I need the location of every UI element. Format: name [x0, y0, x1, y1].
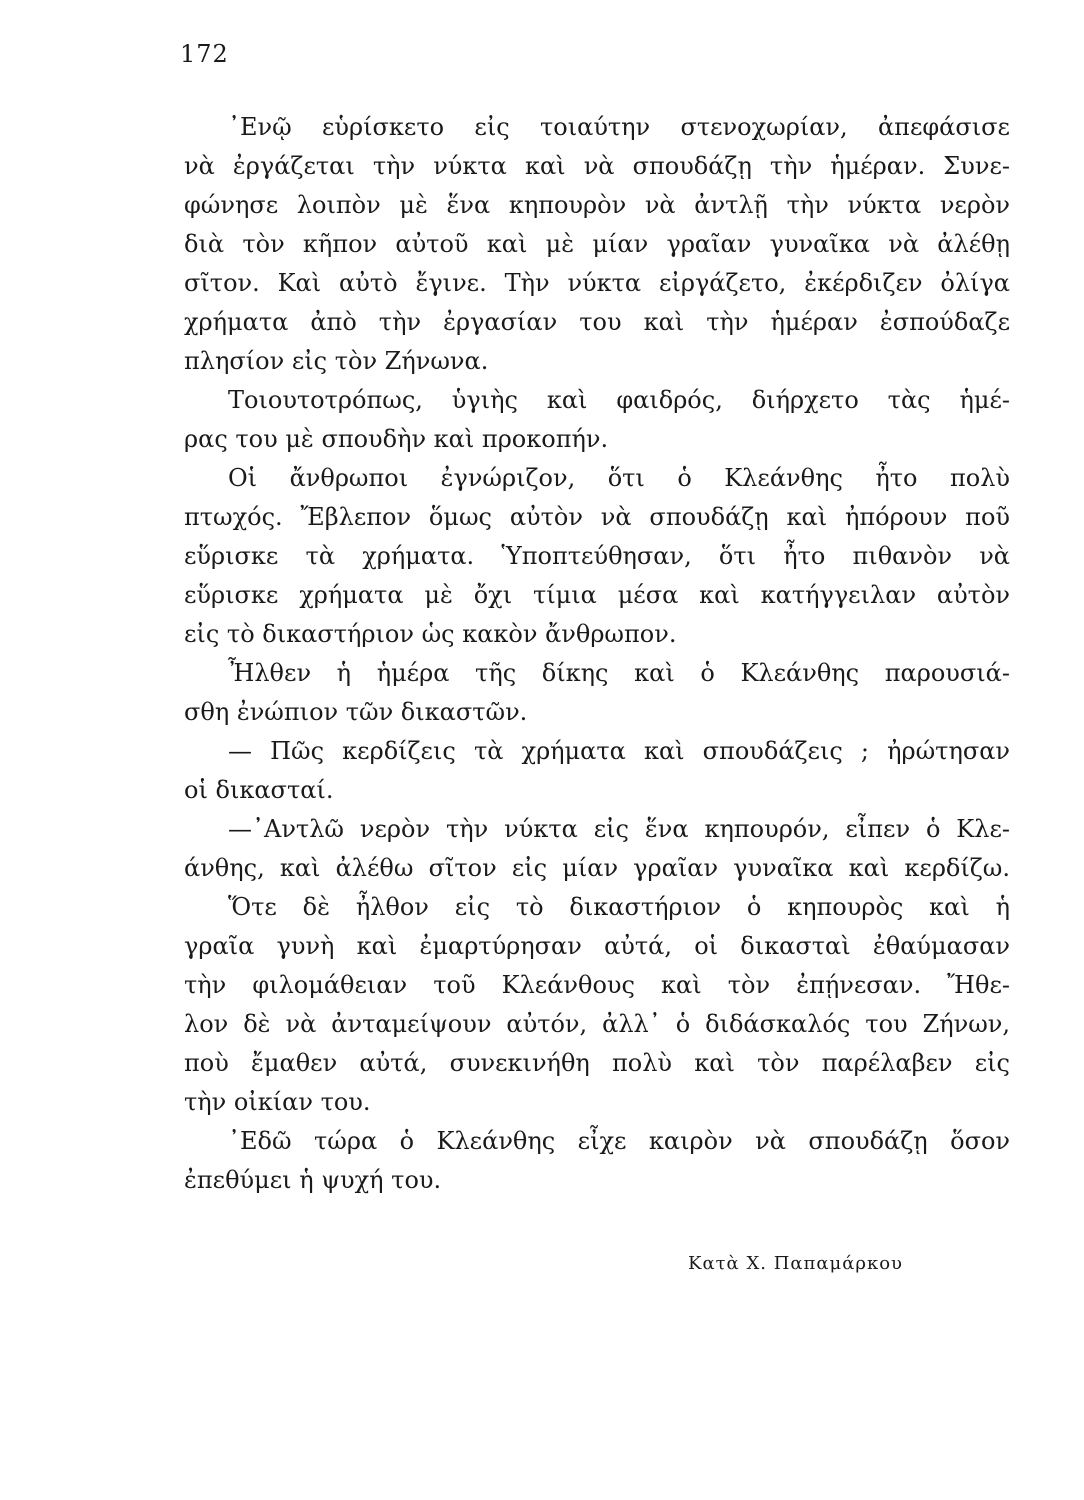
body-text — [184, 108, 1010, 1200]
text-line: πλησίον εἰς τὸν Ζήνωνα. — [184, 347, 489, 375]
text-line: ποὺ ἔμαθεν αὐτά, συνεκινήθη πολὺ καὶ τὸν παρέλαβεν εἰς — [184, 1049, 1010, 1077]
author-attribution: Κατὰ Χ. Παπαμάρκου — [688, 1253, 903, 1274]
text-line: γραῖα γυνὴ καὶ ἐμαρτύρησαν αὐτά, οἱ δικασταὶ ἐθαύμασαν — [184, 932, 1010, 960]
text-line: Τοιουτοτρόπως, ὑγιὴς καὶ φαιδρός, διήρχετο τὰς ἡμέ- — [228, 386, 1010, 414]
text-line: εἰς τὸ δικαστήριον ὡς κακὸν ἄνθρωπον. — [184, 620, 677, 648]
text-line: ρας του μὲ σπουδὴν καὶ προκοπήν. — [184, 425, 609, 453]
text-line: σῖτον. Καὶ αὐτὸ ἔγινε. Τὴν νύκτα εἰργάζετο, ἐκέρδιζεν ὀλίγα — [184, 269, 1010, 297]
text-line: Οἱ ἄνθρωποι ἐγνώριζον, ὅτι ὁ Κλεάνθης ἦτο πολὺ — [228, 464, 1010, 492]
text-line: σθη ἐνώπιον τῶν δικαστῶν. — [184, 698, 528, 726]
text-line: Ἦλθεν ἡ ἡμέρα τῆς δίκης καὶ ὁ Κλεάνθης παρουσιά- — [228, 659, 1010, 687]
page-number: 172 — [180, 40, 229, 68]
text-line: ἐπεθύμει ἡ ψυχή του. — [184, 1166, 442, 1194]
text-line: — Πῶς κερδίζεις τὰ χρήματα καὶ σπουδάζεις ; ἠρώτησαν — [228, 737, 1010, 765]
text-line: ᾿Ενῷ εὑρίσκετο εἰς τοιαύτην στενοχωρίαν, ἀπεφάσισε — [228, 113, 1010, 141]
text-line: οἱ δικασταί. — [184, 776, 334, 804]
text-line: πτωχός. Ἔβλεπον ὅμως αὐτὸν νὰ σπουδάζῃ καὶ ἠπόρουν ποῦ — [184, 503, 1010, 531]
text-line: άνθης, καὶ ἀλέθω σῖτον εἰς μίαν γραῖαν γυναῖκα καὶ κερδίζω. — [184, 854, 1010, 882]
text-line: νὰ ἐργάζεται τὴν νύκτα καὶ νὰ σπουδάζῃ τὴν ἡμέραν. Συνε- — [184, 152, 1010, 180]
text-line: εὕρισκε τὰ χρήματα. Ὑποπτεύθησαν, ὅτι ἦτο πιθανὸν νὰ — [184, 542, 1010, 570]
text-line: τὴν φιλομάθειαν τοῦ Κλεάνθους καὶ τὸν ἐπῄνεσαν. Ἤθε- — [184, 971, 1010, 999]
text-line: Ὅτε δὲ ἦλθον εἰς τὸ δικαστήριον ὁ κηπουρὸς καὶ ἡ — [228, 893, 1010, 921]
text-line: φώνησε λοιπὸν μὲ ἕνα κηπουρὸν νὰ ἀντλῇ τὴν νύκτα νερὸν — [184, 191, 1010, 219]
text-line: χρήματα ἀπὸ τὴν ἐργασίαν του καὶ τὴν ἡμέραν ἐσπούδαζε — [184, 308, 1010, 336]
text-line: εὕρισκε χρήματα μὲ ὄχι τίμια μέσα καὶ κατήγγειλαν αὐτὸν — [184, 581, 1010, 609]
text-line: διὰ τὸν κῆπον αὐτοῦ καὶ μὲ μίαν γραῖαν γυναῖκα νὰ ἀλέθῃ — [184, 230, 1010, 258]
text-line: —᾿Αντλῶ νερὸν τὴν νύκτα εἰς ἕνα κηπουρόν, εἶπεν ὁ Κλε- — [228, 815, 1010, 843]
text-line: ᾿Εδῶ τώρα ὁ Κλεάνθης εἶχε καιρὸν νὰ σπουδάζῃ ὅσον — [228, 1127, 1010, 1155]
text-line: λον δὲ νὰ ἀνταμείψουν αὐτόν, ἀλλ᾿ ὁ διδάσκαλός του Ζήνων, — [184, 1010, 1010, 1038]
text-line: τὴν οἰκίαν του. — [184, 1088, 371, 1116]
